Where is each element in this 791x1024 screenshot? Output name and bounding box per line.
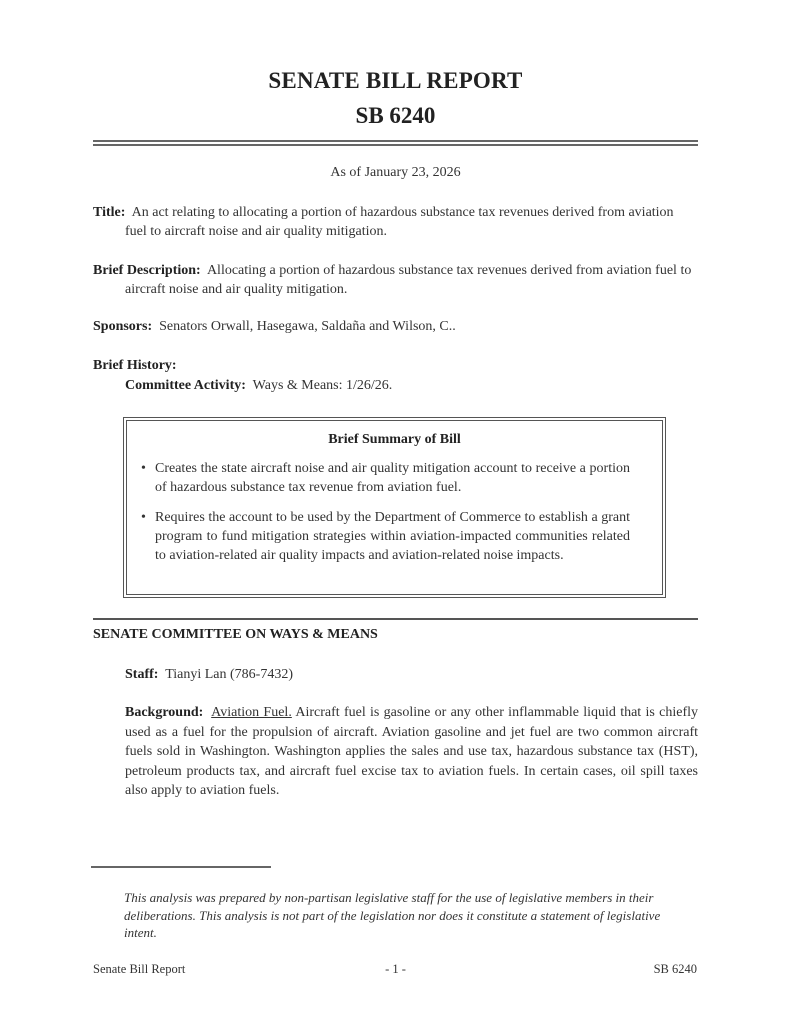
footer-page-number: - 1 - <box>385 962 406 976</box>
committee-activity-text: Ways & Means: 1/26/26. <box>252 378 393 393</box>
bullet-icon: • <box>141 461 146 476</box>
header-double-rule <box>93 140 698 146</box>
brief-history-label: Brief History: <box>93 358 177 373</box>
summary-bullet <box>141 459 630 497</box>
as-of-date: As of January 23, 2026 <box>330 165 461 180</box>
brief-summary-title: Brief Summary of Bill <box>328 432 461 447</box>
title-label: Title: <box>93 205 126 220</box>
background-subheading: Aviation Fuel. <box>211 705 292 720</box>
title-text: An act relating to allocating a portion of hazardous substance tax revenues derived from aviation fuel to aircraft noise and air quality mitigation. <box>125 205 674 239</box>
staff-text: Tianyi Lan (786-7432) <box>165 667 293 682</box>
summary-bullet-text: Creates the state aircraft noise and air quality mitigation account to receive a portion of hazardous substance tax revenue from aviation fuel. <box>155 461 630 495</box>
summary-bullet-text: Requires the account to be used by the Department of Commerce to establish a grant program to fund mitigation strategies within aviation-impacted communities related to aviation-related air quality impacts and aviation-related noise impacts. <box>155 510 630 563</box>
sponsors-text: Senators Orwall, Hasegawa, Saldaña and Wilson, C.. <box>159 319 456 334</box>
footnote-rule <box>91 866 271 868</box>
brief-description-field <box>93 261 698 299</box>
footer-report-name: Senate Bill Report <box>93 962 186 976</box>
summary-bullet <box>141 508 630 565</box>
section-divider <box>93 618 698 620</box>
brief-description-label: Brief Description: <box>93 263 201 278</box>
background-paragraph <box>125 703 698 801</box>
sponsors-label: Sponsors: <box>93 319 153 334</box>
report-title: SENATE BILL REPORT <box>268 68 523 93</box>
disclaimer-text: This analysis was prepared by non-partisan legislative staff for the use of legislative members in their deliberations. This analysis is not part of the legislation nor does it constitute a statement of legislative intent. <box>124 890 661 940</box>
committee-activity-label: Committee Activity: <box>125 378 246 393</box>
brief-description-text: Allocating a portion of hazardous substance tax revenues derived from aviation fuel to aircraft noise and air quality mitigation. <box>125 263 692 297</box>
title-field <box>93 203 698 241</box>
staff-field <box>125 667 293 683</box>
bullet-icon: • <box>141 510 146 525</box>
staff-label: Staff: <box>125 667 159 682</box>
sponsors-field <box>93 317 698 336</box>
committee-heading: SENATE COMMITTEE ON WAYS & MEANS <box>93 627 378 642</box>
bill-number: SB 6240 <box>355 103 436 128</box>
footer-bill-number: SB 6240 <box>653 962 697 976</box>
background-text: Aircraft fuel is gasoline or any other inflammable liquid that is chiefly used as a fuel for the propulsion of aircraft. Aviation gasoline and jet fuel are two common aircraft fuels sold in Washington. Washington applies the sales and use tax, hazardous substance tax (HST), petroleum products tax, and aircraft fuel excise tax to aviation fuels. In certain cases, oil spill taxes also apply to aviation fuels. <box>125 705 699 798</box>
committee-activity-field <box>125 378 392 394</box>
background-label: Background: <box>125 705 204 720</box>
